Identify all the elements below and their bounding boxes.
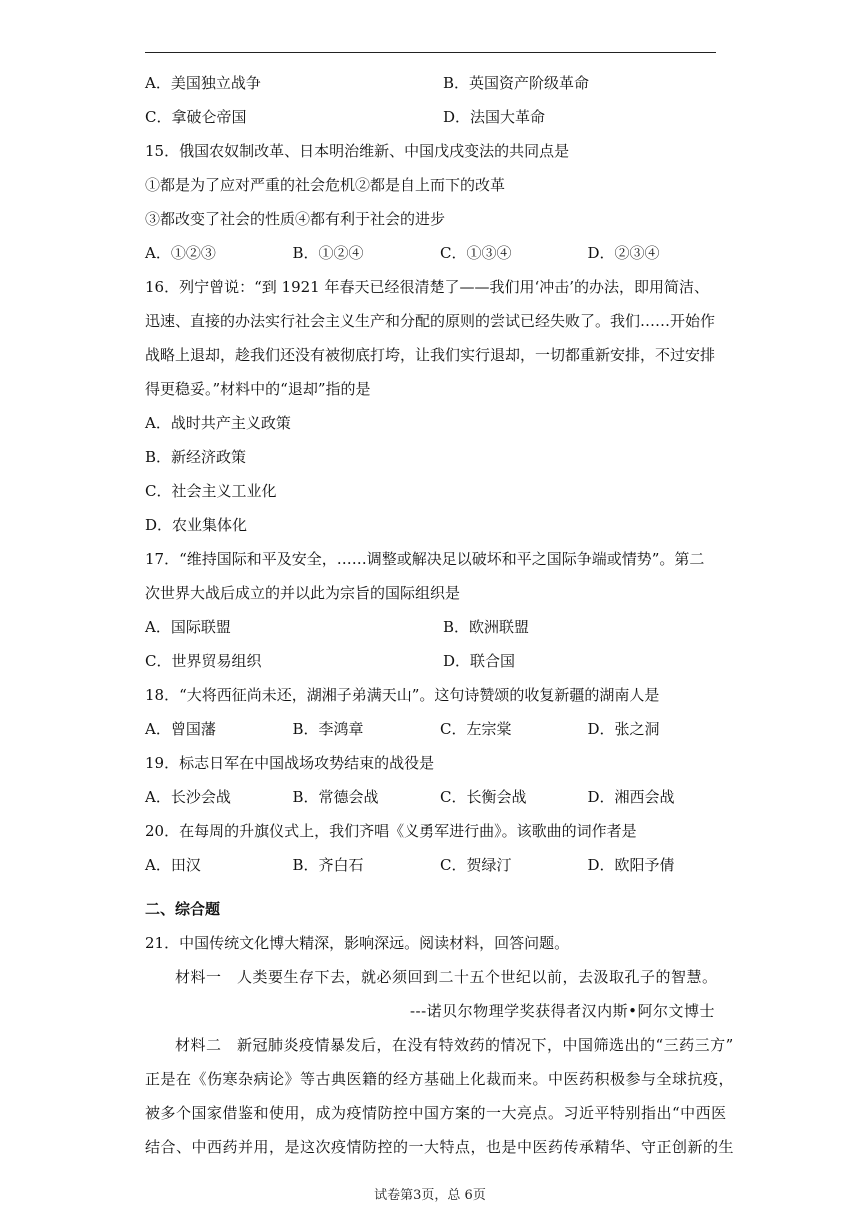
option-b: B．欧洲联盟 bbox=[443, 618, 530, 636]
option-d: D．法国大革命 bbox=[443, 108, 546, 126]
option-a: A．长沙会战 bbox=[145, 788, 231, 806]
material-2-line: 材料二 新冠肺炎疫情暴发后，在没有特效药的情况下，中国筛选出的“三药三方” bbox=[175, 1036, 734, 1054]
q16-option-a: A．战时共产主义政策 bbox=[145, 414, 291, 432]
q19-options bbox=[145, 780, 735, 814]
q16-stem-line: 得更稳妥。”材料中的“退却”指的是 bbox=[145, 380, 371, 398]
q19-stem: 19．标志日军在中国战场攻势结束的战役是 bbox=[145, 754, 435, 772]
option-b: B．①②④ bbox=[292, 244, 364, 262]
section-title: 二、综合题 bbox=[145, 900, 221, 918]
option-c: C．拿破仑帝国 bbox=[145, 108, 247, 126]
q16-stem-line: 战略上退却，趁我们还没有被彻底打垮，让我们实行退却，一切都重新安排，不过安排 bbox=[145, 346, 716, 364]
option-c: C．贺绿汀 bbox=[440, 856, 512, 874]
option-d: D．张之洞 bbox=[587, 720, 660, 738]
q15-items-2: ③都改变了社会的性质④都有利于社会的进步 bbox=[145, 210, 446, 228]
q20-options bbox=[145, 848, 735, 882]
option-d: D．欧阳予倩 bbox=[587, 856, 675, 874]
q17-stem-line: 次世界大战后成立的并以此为宗旨的国际组织是 bbox=[145, 584, 461, 602]
q16-option-b: B．新经济政策 bbox=[145, 448, 247, 466]
material-1-attribution: ---诺贝尔物理学奖获得者汉内斯•阿尔文博士 bbox=[409, 1002, 715, 1020]
option-a: A．美国独立战争 bbox=[145, 74, 261, 92]
option-b: B．常德会战 bbox=[292, 788, 379, 806]
q14-options bbox=[145, 66, 735, 100]
q21-stem: 21．中国传统文化博大精深，影响深远。阅读材料，回答问题。 bbox=[145, 934, 570, 952]
option-c: C．①③④ bbox=[440, 244, 512, 262]
q16-stem-line: 迅速、直接的办法实行社会主义生产和分配的原则的尝试已经失败了。我们……开始作 bbox=[145, 312, 716, 330]
option-a: A．田汉 bbox=[145, 856, 201, 874]
q16-stem-line: 16．列宁曾说：“到 1921 年春天已经很清楚了——我们用‘冲击’的办法，即用简洁、 bbox=[145, 278, 710, 296]
option-a: A．①②③ bbox=[145, 244, 216, 262]
q17-options bbox=[145, 610, 735, 644]
material-2-line: 正是在《伤寒杂病论》等古典医籍的经方基础上化裁而来。中医药积极参与全球抗疫， bbox=[145, 1070, 735, 1088]
material-2-line: 被多个国家借鉴和使用，成为疫情防控中国方案的一大亮点。习近平特别指出“中西医 bbox=[145, 1104, 727, 1122]
option-d: D．②③④ bbox=[587, 244, 660, 262]
material-1: 材料一 人类要生存下去，就必须回到二十五个世纪以前，去汲取孔子的智慧。 bbox=[175, 968, 718, 986]
page-footer: 试卷第3页，总 6页 bbox=[374, 1188, 486, 1203]
option-b: B．齐白石 bbox=[292, 856, 364, 874]
option-c: C．世界贸易组织 bbox=[145, 652, 262, 670]
q18-options bbox=[145, 712, 735, 746]
q15-items-1: ①都是为了应对严重的社会危机②都是自上而下的改革 bbox=[145, 176, 506, 194]
option-d: D．联合国 bbox=[443, 652, 516, 670]
q18-stem: 18．“大将西征尚未还，湖湘子弟满天山”。这句诗赞颂的收复新疆的湖南人是 bbox=[145, 686, 660, 704]
option-c: C．左宗棠 bbox=[440, 720, 512, 738]
option-c: C．长衡会战 bbox=[440, 788, 527, 806]
material-2-line: 结合、中西药并用，是这次疫情防控的一大特点，也是中医药传承精华、守正创新的生 bbox=[145, 1138, 735, 1156]
q14-options-2 bbox=[145, 100, 735, 134]
option-d: D．湘西会战 bbox=[587, 788, 675, 806]
q15-options bbox=[145, 236, 735, 270]
exam-content bbox=[145, 66, 735, 1164]
q17-stem-line: 17．“维持国际和平及安全，……调整或解决足以破坏和平之国际争端或情势”。第二 bbox=[145, 550, 705, 568]
option-a: A．曾国藩 bbox=[145, 720, 216, 738]
option-a: A．国际联盟 bbox=[145, 618, 231, 636]
q16-option-d: D．农业集体化 bbox=[145, 516, 248, 534]
q17-options-2 bbox=[145, 644, 735, 678]
q16-option-c: C．社会主义工业化 bbox=[145, 482, 277, 500]
q15-stem: 15．俄国农奴制改革、日本明治维新、中国戊戌变法的共同点是 bbox=[145, 142, 570, 160]
q20-stem: 20．在每周的升旗仪式上，我们齐唱《义勇军进行曲》。该歌曲的词作者是 bbox=[145, 822, 637, 840]
header-rule bbox=[145, 52, 716, 53]
option-b: B．英国资产阶级革命 bbox=[443, 74, 590, 92]
option-b: B．李鸿章 bbox=[292, 720, 364, 738]
